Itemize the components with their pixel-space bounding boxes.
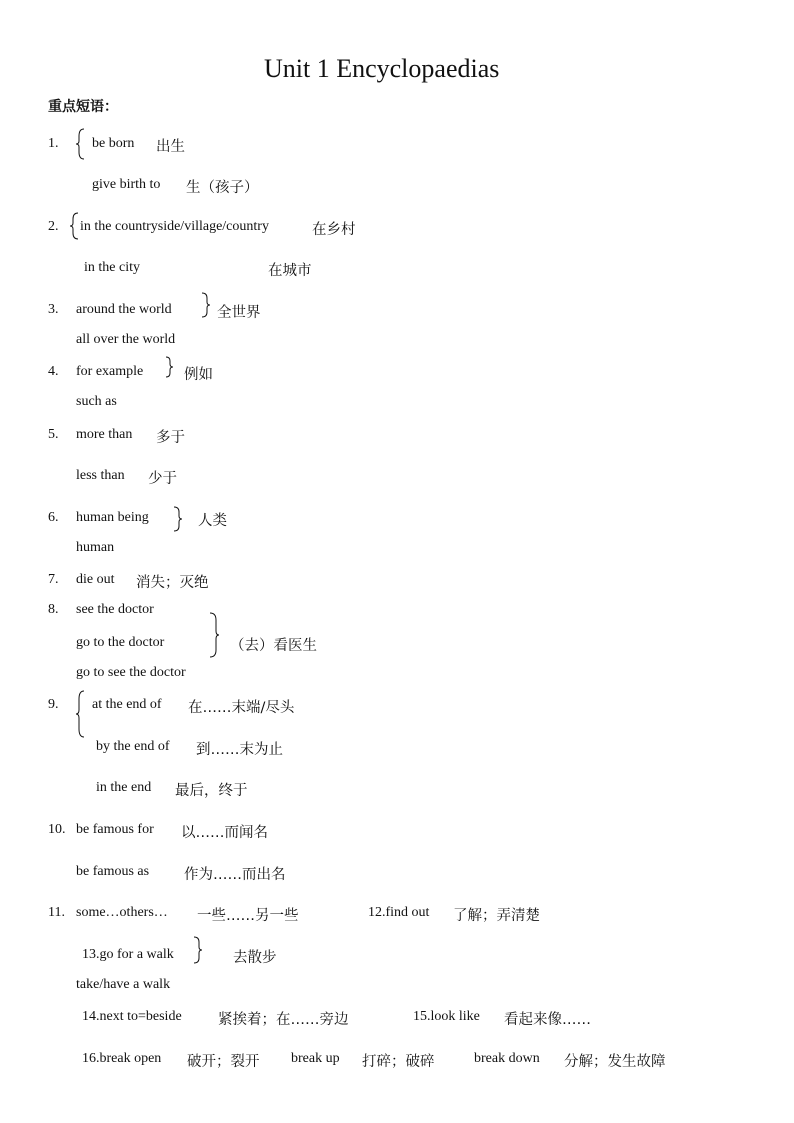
phrase-cn: 一些……另一些 (197, 908, 299, 924)
item-number: 10. (48, 822, 66, 837)
left-brace-icon (76, 690, 86, 738)
phrase-cn: （去）看医生 (230, 638, 317, 654)
right-brace-icon (192, 936, 202, 964)
phrase-en: be famous for (76, 822, 154, 837)
phrase-en: all over the world (76, 332, 176, 347)
phrase-cn: 在乡村 (312, 222, 356, 238)
phrase-en: be famous as (76, 864, 150, 879)
item-number: 7. (48, 572, 59, 587)
phrase-cn: 紧挨着；在……旁边 (218, 1012, 349, 1028)
phrase-cn: 例如 (184, 367, 213, 383)
phrase-cn: 破开；裂开 (187, 1054, 260, 1070)
phrase-cn: 人类 (198, 513, 227, 529)
left-brace-icon (76, 128, 86, 160)
right-brace-icon (200, 292, 210, 318)
phrase-en: some…others… (76, 905, 168, 920)
item-number: 5. (48, 427, 59, 442)
item-number: 2. (48, 219, 59, 234)
phrase-cn: 最后，终于 (175, 783, 248, 799)
item-number: 3. (48, 302, 59, 317)
phrase-en: 15.look like (413, 1009, 480, 1024)
phrase-en: be born (92, 136, 135, 151)
phrase-cn: 到……末为止 (196, 742, 283, 758)
phrase-en: human (76, 540, 115, 555)
phrase-en: by the end of (96, 739, 170, 754)
phrase-en: go to the doctor (76, 635, 165, 650)
phrase-cn: 作为……而出名 (184, 867, 286, 883)
page-title: Unit 1 Encyclopaedias (264, 54, 500, 83)
phrase-cn: 分解；发生故障 (564, 1054, 666, 1070)
right-brace-icon (164, 356, 174, 378)
phrase-cn: 在……末端/尽头 (188, 700, 295, 716)
phrase-cn: 看起来像…… (504, 1012, 591, 1028)
item-number: 8. (48, 602, 59, 617)
phrase-cn: 消失；灭绝 (136, 575, 209, 591)
phrase-cn: 去散步 (233, 950, 277, 966)
phrase-en: in the city (84, 260, 140, 275)
phrase-en: die out (76, 572, 115, 587)
phrase-en: in the countryside/village/country (80, 219, 269, 234)
section-heading: 重点短语： (48, 99, 118, 115)
phrase-en: 14.next to=beside (82, 1009, 182, 1024)
phrase-en: break down (474, 1051, 540, 1066)
item-number: 9. (48, 697, 59, 712)
phrase-en: more than (76, 427, 133, 442)
phrase-en: around the world (76, 302, 172, 317)
item-number: 11. (48, 905, 65, 920)
phrase-en: give birth to (92, 177, 161, 192)
item-number: 4. (48, 364, 59, 379)
phrase-cn: 出生 (156, 139, 185, 155)
phrase-en: for example (76, 364, 144, 379)
phrase-en: 12.find out (368, 905, 430, 920)
phrase-en: such as (76, 394, 117, 409)
left-brace-icon (70, 212, 80, 240)
phrase-en: less than (76, 468, 125, 483)
phrase-cn: 少于 (148, 471, 177, 487)
phrase-en: see the doctor (76, 602, 154, 617)
phrase-cn: 全世界 (217, 305, 261, 321)
phrase-cn: 打碎；破碎 (362, 1054, 435, 1070)
phrase-en: go to see the doctor (76, 665, 186, 680)
phrase-cn: 多于 (156, 430, 185, 446)
right-brace-icon (172, 506, 182, 532)
phrase-cn: 了解；弄清楚 (453, 908, 540, 924)
phrase-en: break up (291, 1051, 340, 1066)
phrase-cn: 在城市 (268, 263, 312, 279)
phrase-en: at the end of (92, 697, 162, 712)
phrase-en: human being (76, 510, 149, 525)
phrase-en: 16.break open (82, 1051, 162, 1066)
phrase-en: take/have a walk (76, 977, 171, 992)
phrase-en: in the end (96, 780, 152, 795)
item-number: 1. (48, 136, 59, 151)
right-brace-icon (208, 612, 220, 658)
phrase-cn: 以……而闻名 (181, 825, 268, 841)
phrase-cn: 生（孩子） (186, 180, 259, 196)
phrase-en: 13.go for a walk (82, 947, 174, 962)
item-number: 6. (48, 510, 59, 525)
